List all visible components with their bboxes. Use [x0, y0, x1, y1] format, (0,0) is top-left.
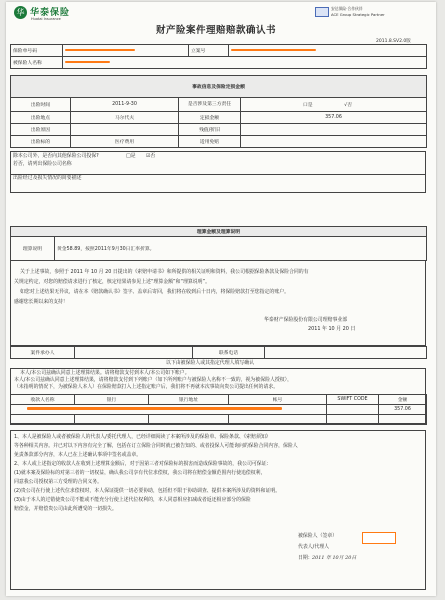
insured-label: 被保险人名称	[11, 57, 63, 69]
loss-label: 定损金额	[179, 112, 241, 124]
partner-text-1: 安达保险·合作伙伴	[331, 6, 363, 11]
payment-text-1: 本人/本公司兹确认同意上述理算结果。请将赔款支付到本人/本公司如下账户。	[20, 370, 190, 376]
check-no: ☑否	[146, 153, 156, 159]
date-label: 出险时间	[11, 98, 71, 112]
calculation-section-title: 理算金额及理算说明	[11, 227, 427, 237]
claim-confirmation-document	[6, 2, 436, 596]
partner-text-2: ACE Group Strategic Partner	[331, 12, 385, 17]
case-no-label: 立案号	[189, 45, 229, 57]
salvage-label: 残值/折旧	[179, 124, 241, 136]
third-party-yes: 口是	[303, 103, 313, 108]
sign-label: 被保险人（签章）	[298, 533, 338, 539]
empty-cell	[229, 415, 327, 425]
policy-no-value	[63, 45, 189, 57]
third-party-options	[241, 98, 427, 112]
calculation-text: 黄金58.89，按照2011年9月30日汇率折算。	[55, 237, 427, 261]
contact-table	[10, 346, 427, 359]
account-row-redacted	[11, 405, 327, 415]
declaration-line: (1)就本案及保险标的对第三者的一切权益，确认我公司享有代位求偿权，我公司将在赔偿金额范围内行使追偿权利，	[14, 470, 266, 476]
explanation-line: 如您对上述结果无异议，请在本《赔款确认书》签字、盖章后寄回，我们将在收到后十日内，将保险赔款打至您指定的账户。	[20, 289, 289, 295]
payment-text-3: （未指明的情况下，为被保险人本人）在保险赔款打入上述指定账户后，我们将不再就本次事故向贵公司提出任何的请求。	[14, 384, 279, 390]
empty-cell	[75, 415, 149, 425]
insured-value	[63, 57, 427, 69]
declaration-line: (3)由于本人的过错使贵公司不能或不能充分行使上述代位权利的，本人同意相应扣减或者返还相应部分的保险	[14, 497, 251, 503]
place-value: 马尔代夫	[71, 112, 179, 124]
date-value: 2011-9-30	[71, 98, 179, 112]
column-header-payee: 收款人名称	[11, 395, 75, 405]
case-no-value	[229, 45, 427, 57]
deductible-label: 适用免赔	[179, 136, 241, 148]
explanation-date: 2011 年 10 月 20 日	[308, 326, 356, 332]
sign-date-label: 日期：	[298, 555, 313, 561]
subject-label: 出险标的	[11, 136, 71, 148]
column-header-bank: 银行	[75, 395, 149, 405]
document-title: 财产险案件理赔赔款确认书	[156, 25, 277, 36]
other-insurer-question: 除本公司外，是否向其他保险公司投保?	[13, 153, 99, 159]
column-header-account: 帐号	[229, 395, 327, 405]
calculation-label: 理算说明	[11, 237, 55, 261]
handler-label: 案件承办人	[11, 347, 75, 359]
calculation-table	[10, 226, 427, 261]
policy-table	[10, 44, 427, 69]
declaration-line: 等各种相关内容。并已对以下内容有完全了解，包括在订立保险合同时就已被告知的、或者投保人可能询问的保险合同内容，保险人	[14, 443, 298, 449]
empty-cell	[149, 415, 229, 425]
deductible-value	[241, 136, 427, 148]
payment-account-table	[10, 394, 427, 425]
redaction-mark	[231, 49, 316, 51]
accident-section-title: 事故信息及保险定损金额	[11, 76, 427, 98]
declaration-line: 赔偿金，并赔偿贵公司由此所遭受的一切损失。	[14, 506, 117, 512]
column-header-amount: 金额	[379, 395, 427, 405]
empty-cell	[11, 415, 75, 425]
signature-redaction	[362, 532, 396, 544]
phone-value	[265, 347, 427, 359]
company-name: 华泰财产保险股份有限公司理赔事业部	[264, 317, 348, 323]
third-party-no: √否	[344, 103, 352, 108]
logo-subtitle: Huatai Insurance	[31, 17, 61, 21]
check-yes: □是	[126, 153, 136, 159]
handler-value	[75, 347, 193, 359]
explanation-line: 关规定约定，对您的赔偿请求进行了核定，核定结果请参见上述“理算金额”和“理算说明”。	[14, 279, 210, 285]
declaration-line: 同意我公司授权第三方受理的合同义务。	[14, 479, 103, 485]
declaration-line: (2)贵公司在行使上述代位求偿权时，本人保证提供一切必要协助，包括但不限于协助调查、提供本案所涉及的资料和证明。	[14, 488, 281, 494]
phone-label: 联系电话	[193, 347, 265, 359]
redaction-mark	[27, 407, 282, 410]
redaction-mark	[65, 49, 135, 51]
declaration-line: 1、本人是被保险人或者被保险人的代表人/委托代理人，已经详细阅读了本案所涉及的保险单、保险条款、《索赔须知》	[14, 434, 271, 440]
subject-value: 医疗费用	[71, 136, 179, 148]
ace-partner-logo-icon	[315, 7, 329, 17]
empty-cell	[379, 415, 427, 425]
logo-text: 华泰保险	[30, 8, 71, 18]
policy-no-label: 保险单号码	[11, 45, 63, 57]
swift-value	[327, 405, 379, 415]
declaration-line: 免责条款部分内容，本人已在上述确认事项中签名或盖章。	[14, 452, 142, 458]
salvage-value	[241, 124, 427, 136]
cause-value	[71, 124, 179, 136]
redaction-mark	[65, 61, 110, 63]
insurer-name-question: 若否，请列出保险公司名称	[13, 161, 72, 167]
explanation-line: 关于上述事故，参照于 2011 年 10 月 20 日提出的《索赔申请书》和所提供的相关证明和资料，我公司根据保险条款及保险合同的有	[20, 269, 309, 275]
loss-value: 357.06	[241, 112, 427, 124]
declaration-line: 2、本人或上述指定的收款人在收到上述理算金额后，对于因第三者对保险标的损害而造成保险事故的，我公司可保证：	[14, 461, 272, 467]
accident-info-table	[10, 75, 427, 148]
third-party-label: 是否涉及第三方责任	[179, 98, 241, 112]
agent-label: 代表人/代理人	[298, 544, 329, 550]
form-version: 2011.8.SV2.0版	[376, 39, 411, 44]
accident-description-label: 出险经过及损失情况的简要描述	[13, 175, 82, 181]
huatai-logo-icon: 华	[14, 6, 27, 19]
payment-header-note: 以下由被保险人或其指定代理人填写确认	[166, 360, 255, 366]
amount-value: 357.06	[379, 405, 427, 415]
cause-label: 出险原因	[11, 124, 71, 136]
column-header-swift: SWIFT CODE	[327, 395, 379, 405]
explanation-line: 感谢您长期以来的支持！	[14, 299, 68, 305]
empty-cell	[327, 415, 379, 425]
place-label: 出险地点	[11, 112, 71, 124]
handwritten-date: 2011 年 10月 20日	[312, 555, 357, 561]
column-header-bank-address: 银行地址	[149, 395, 229, 405]
payment-text-2: 本人/本公司兹确认同意上述理算结果，请将赔款支付到下列账户（如下所列账户与被保险人名称不一致的，视为被保险人授权），	[14, 377, 292, 383]
